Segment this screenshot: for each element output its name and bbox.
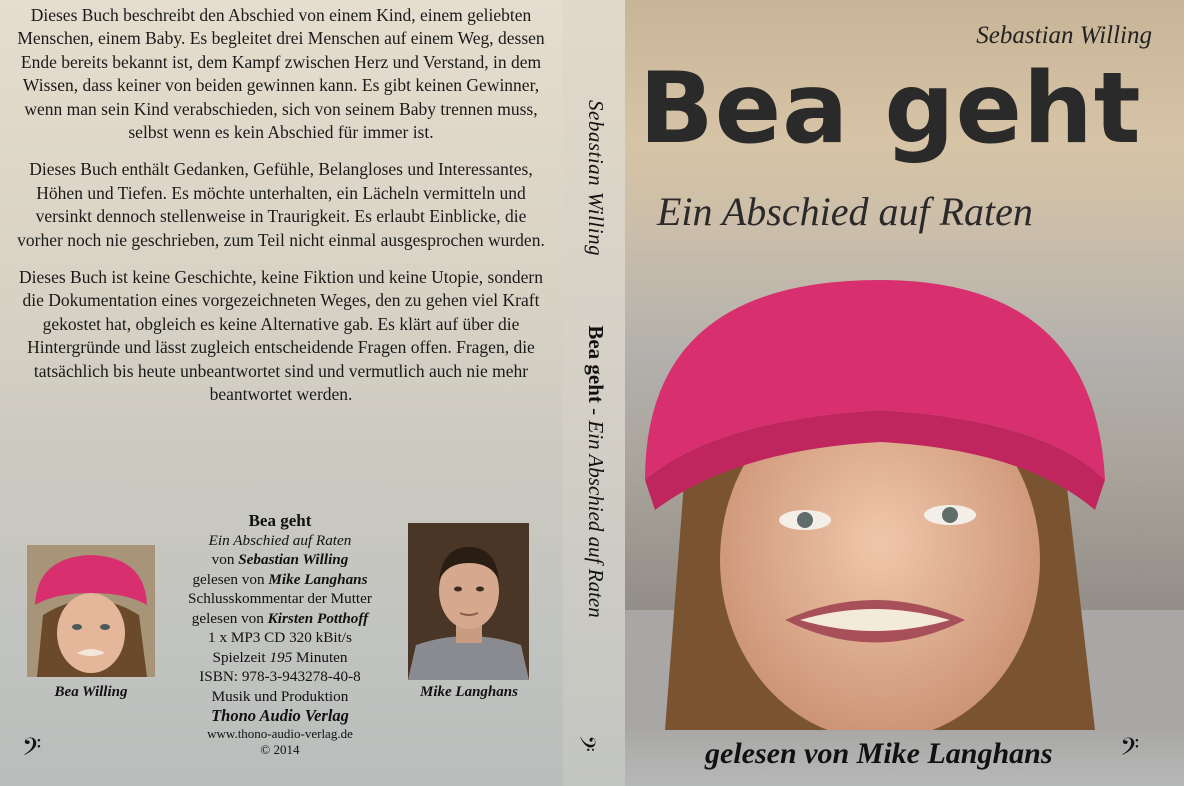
blurb-paragraph-3: Dieses Buch ist keine Geschichte, keine Fiktion und keine Utopie, sondern die Dokumentation eines vorgezeichneten Weges, den zu gehen viel Kraft gekostet hat, obgleich es keine Alternative gab. Es klärt auf über die Hintergründe und lässt zugleich entscheidende Fragen offen. Fragen, die tatsächlich bis heute unbeantwortet sind und vermutlich auch nie mehr beantwortet werden.	[19, 267, 543, 405]
blurb-paragraph-2: Dieses Buch enthält Gedanken, Gefühle, Belangloses und Interessantes, Höhen und Tiefen. Es möchte unterhalten, ein Lächeln vermitteln und versinkt dennoch stellenweise in Traurigkeit. Es erlaubt Einblicke, die vorher noch nie geschrieben, zum Teil nicht einmal ausgesprochen wurden.	[17, 159, 545, 250]
credits-author-line	[168, 550, 392, 570]
cover-portrait	[625, 270, 1184, 730]
credits-format: 1 x MP3 CD 320 kBit/s	[208, 629, 352, 646]
credits-production: Musik und Produktion	[211, 687, 349, 705]
reader-portrait-photo	[408, 523, 529, 680]
front-bass-clef-icon: 𝄢	[1120, 733, 1140, 768]
credits-block	[168, 511, 392, 758]
spine-title: Bea geht	[584, 325, 608, 403]
front-cover	[625, 0, 1184, 786]
credits-read-prefix-2: gelesen von	[191, 609, 268, 627]
credits-runtime	[168, 648, 392, 668]
credits-reader: Mike Langhans	[268, 570, 368, 588]
credits-subtitle: Ein Abschied auf Raten	[208, 531, 352, 549]
credits-title: Bea geht	[248, 511, 312, 530]
blurb-paragraph-1: Dieses Buch beschreibt den Abschied von einem Kind, einem geliebten Menschen, einem Baby. Es begleitet drei Menschen auf einem Weg, dessen Ende bereits bekannt ist, dem Kampf zwischen Herz und Verstand, in dem Wissen, dass keiner von beiden gewinnen kann. Es gibt keinen Gewinner, wenn man sein Kind verabschieden, sich von seinem Baby trennen muss, selbst wenn es kein Abschied für immer ist.	[17, 5, 545, 143]
reader-photo-caption: Mike Langhans	[420, 684, 518, 700]
spine-text	[583, 100, 608, 700]
credits-runtime-prefix: Spielzeit	[212, 648, 270, 666]
credits-read-prefix: gelesen von	[192, 570, 269, 588]
front-author: Sebastian Willing	[976, 22, 1152, 49]
front-subtitle: Ein Abschied auf Raten	[657, 189, 1033, 234]
blurb	[14, 4, 548, 421]
front-reader-line: gelesen von Mike Langhans	[705, 737, 1053, 770]
credits-website: www.thono-audio-verlag.de	[207, 725, 353, 741]
bass-clef-logo-icon: 𝄢	[22, 733, 42, 768]
girl-thumbnail-photo	[27, 545, 155, 677]
spine-separator: -	[584, 402, 608, 421]
credits-copyright: © 2014	[260, 741, 300, 757]
front-title: Bea geht	[639, 52, 1142, 166]
credits-by-prefix: von	[211, 551, 239, 568]
credits-reader-line	[168, 570, 392, 590]
credits-reader2-line	[168, 609, 392, 629]
girl-photo-caption: Bea Willing	[54, 684, 128, 700]
credits-comment: Schlusskommentar der Mutter	[188, 590, 372, 607]
credits-reader-2: Kirsten Potthoff	[267, 609, 369, 627]
credits-author: Sebastian Willing	[238, 551, 349, 568]
back-cover	[0, 0, 563, 786]
credits-runtime-suffix: Minuten	[292, 648, 348, 666]
spine	[563, 0, 625, 786]
credits-publisher: Thono Audio Verlag	[211, 706, 349, 725]
spine-author: Sebastian Willing	[584, 100, 608, 257]
credits-isbn: ISBN: 978-3-943278-40-8	[199, 668, 361, 685]
credits-runtime-value: 195	[269, 648, 293, 666]
spine-bass-clef-icon: 𝄢	[568, 735, 599, 752]
spine-subtitle: Ein Abschied auf Raten	[584, 420, 608, 618]
